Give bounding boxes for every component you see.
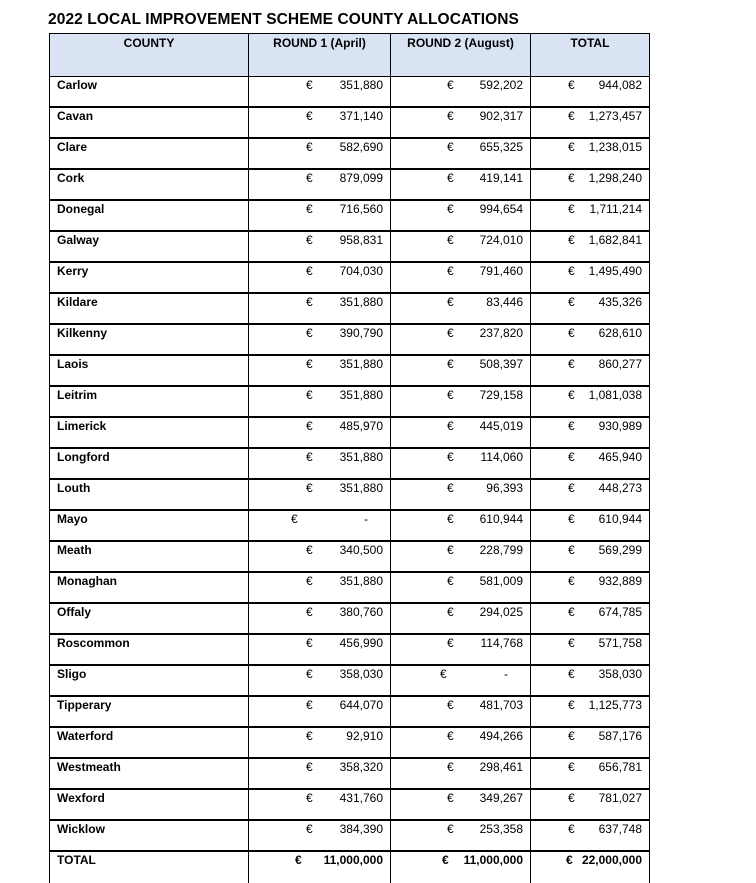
amount-value: 1,273,457 bbox=[588, 109, 642, 123]
cell-round2 bbox=[391, 231, 531, 262]
euro-sign: € bbox=[568, 419, 575, 433]
euro-sign: € bbox=[447, 574, 454, 588]
cell-round2 bbox=[391, 107, 531, 138]
cell-round2 bbox=[391, 820, 531, 851]
amount-value: 431,760 bbox=[339, 791, 383, 805]
cell-county: Clare bbox=[50, 138, 249, 169]
amount-value: 465,940 bbox=[598, 450, 642, 464]
euro-sign: € bbox=[447, 791, 454, 805]
cell-round1 bbox=[249, 820, 391, 851]
euro-sign: € bbox=[447, 295, 454, 309]
cell-county: Offaly bbox=[50, 603, 249, 634]
table-row bbox=[50, 138, 650, 169]
amount-value: 456,990 bbox=[339, 636, 383, 650]
cell-round2 bbox=[391, 634, 531, 665]
amount-value: 571,758 bbox=[598, 636, 642, 650]
table-row bbox=[50, 603, 650, 634]
euro-sign: € bbox=[306, 109, 313, 123]
amount-value: 592,202 bbox=[479, 78, 523, 92]
cell-county: Cork bbox=[50, 169, 249, 200]
euro-sign: € bbox=[306, 698, 313, 712]
cell-total bbox=[531, 572, 650, 603]
amount-value: 481,703 bbox=[479, 698, 523, 712]
cell-county: Carlow bbox=[50, 77, 249, 108]
cell-round2 bbox=[391, 479, 531, 510]
euro-sign: € bbox=[447, 512, 454, 526]
cell-total bbox=[531, 107, 650, 138]
amount-value: 419,141 bbox=[479, 171, 523, 185]
euro-sign: € bbox=[440, 667, 447, 681]
cell-round2 bbox=[391, 293, 531, 324]
cell-county: Kildare bbox=[50, 293, 249, 324]
amount-value: 781,027 bbox=[598, 791, 642, 805]
table-row bbox=[50, 696, 650, 727]
euro-sign: € bbox=[568, 481, 575, 495]
cell-total bbox=[531, 727, 650, 758]
amount-value: 581,009 bbox=[479, 574, 523, 588]
amount-value: 508,397 bbox=[479, 357, 523, 371]
euro-sign: € bbox=[306, 605, 313, 619]
cell-round2 bbox=[391, 758, 531, 789]
amount-value: 298,461 bbox=[479, 760, 523, 774]
cell-total bbox=[531, 541, 650, 572]
cell-total bbox=[531, 355, 650, 386]
table-row bbox=[50, 665, 650, 696]
euro-sign: € bbox=[566, 853, 573, 867]
table-row bbox=[50, 417, 650, 448]
amount-value: 351,880 bbox=[339, 481, 383, 495]
amount-value: 944,082 bbox=[598, 78, 642, 92]
table-right-border bbox=[649, 33, 650, 868]
euro-sign: € bbox=[447, 388, 454, 402]
cell-round1 bbox=[249, 572, 391, 603]
euro-sign: € bbox=[568, 729, 575, 743]
amount-value: 351,880 bbox=[339, 357, 383, 371]
euro-sign: € bbox=[306, 140, 313, 154]
amount-value: 994,654 bbox=[479, 202, 523, 216]
euro-sign: € bbox=[568, 636, 575, 650]
amount-value: 610,944 bbox=[598, 512, 642, 526]
euro-sign: € bbox=[447, 729, 454, 743]
table-row bbox=[50, 479, 650, 510]
amount-value: 674,785 bbox=[598, 605, 642, 619]
cell-round2 bbox=[391, 355, 531, 386]
euro-sign: € bbox=[447, 543, 454, 557]
cell-county: Kerry bbox=[50, 262, 249, 293]
cell-county: Monaghan bbox=[50, 572, 249, 603]
table-row bbox=[50, 169, 650, 200]
table-row bbox=[50, 77, 650, 108]
cell-round1 bbox=[249, 696, 391, 727]
amount-value: 656,781 bbox=[598, 760, 642, 774]
cell-county: Waterford bbox=[50, 727, 249, 758]
euro-sign: € bbox=[447, 78, 454, 92]
column-header-total: TOTAL bbox=[531, 34, 650, 77]
cell-round2 bbox=[391, 386, 531, 417]
cell-round2 bbox=[391, 448, 531, 479]
cell-county: Limerick bbox=[50, 417, 249, 448]
cell-total bbox=[531, 758, 650, 789]
cell-county: Cavan bbox=[50, 107, 249, 138]
cell-county: Westmeath bbox=[50, 758, 249, 789]
cell-total bbox=[531, 634, 650, 665]
amount-value: 435,326 bbox=[598, 295, 642, 309]
cell-total bbox=[531, 77, 650, 108]
euro-sign: € bbox=[447, 140, 454, 154]
amount-value: 729,158 bbox=[479, 388, 523, 402]
euro-sign: € bbox=[295, 853, 302, 867]
cell-round2 bbox=[391, 572, 531, 603]
amount-value: 704,030 bbox=[339, 264, 383, 278]
cell-total bbox=[531, 262, 650, 293]
euro-sign: € bbox=[447, 760, 454, 774]
euro-sign: € bbox=[306, 822, 313, 836]
cell-total bbox=[531, 386, 650, 417]
cell-total bbox=[531, 138, 650, 169]
amount-value: 1,238,015 bbox=[588, 140, 642, 154]
cell-total bbox=[531, 231, 650, 262]
table-row bbox=[50, 541, 650, 572]
cell-total bbox=[531, 169, 650, 200]
amount-value: 11,000,000 bbox=[323, 853, 383, 867]
amount-value: 114,768 bbox=[480, 636, 523, 650]
amount-value: 628,610 bbox=[598, 326, 642, 340]
cell-round2 bbox=[391, 324, 531, 355]
amount-value: 930,989 bbox=[598, 419, 642, 433]
cell-round1 bbox=[249, 324, 391, 355]
cell-round1 bbox=[249, 603, 391, 634]
euro-sign: € bbox=[306, 264, 313, 278]
amount-value: 237,820 bbox=[479, 326, 523, 340]
cell-round2 bbox=[391, 417, 531, 448]
euro-sign: € bbox=[306, 760, 313, 774]
cell-total bbox=[531, 665, 650, 696]
euro-sign: € bbox=[447, 605, 454, 619]
euro-sign: € bbox=[568, 109, 575, 123]
amount-value: 351,880 bbox=[339, 574, 383, 588]
cell-total bbox=[531, 324, 650, 355]
euro-sign: € bbox=[568, 667, 575, 681]
euro-sign: € bbox=[568, 388, 575, 402]
cell-round1 bbox=[249, 789, 391, 820]
euro-sign: € bbox=[442, 853, 449, 867]
amount-value: 351,880 bbox=[339, 388, 383, 402]
cell-round2 bbox=[391, 727, 531, 758]
euro-sign: € bbox=[568, 202, 575, 216]
amount-value: 1,711,214 bbox=[589, 202, 642, 216]
euro-sign: € bbox=[447, 171, 454, 185]
table-row bbox=[50, 758, 650, 789]
column-header-county: COUNTY bbox=[50, 34, 249, 77]
cell-round2 bbox=[391, 138, 531, 169]
euro-sign: € bbox=[447, 636, 454, 650]
cell-round1 bbox=[249, 293, 391, 324]
table-header-row bbox=[50, 34, 650, 77]
amount-value: 724,010 bbox=[479, 233, 523, 247]
amount-value: 902,317 bbox=[479, 109, 523, 123]
amount-value: 655,325 bbox=[479, 140, 523, 154]
euro-sign: € bbox=[568, 78, 575, 92]
cell-round2 bbox=[391, 851, 531, 883]
cell-county: Meath bbox=[50, 541, 249, 572]
euro-sign: € bbox=[306, 791, 313, 805]
cell-round1 bbox=[249, 727, 391, 758]
amount-value: 610,944 bbox=[479, 512, 523, 526]
amount-value: 494,266 bbox=[479, 729, 523, 743]
amount-value: 637,748 bbox=[598, 822, 642, 836]
cell-round1 bbox=[249, 138, 391, 169]
amount-value: 294,025 bbox=[479, 605, 523, 619]
cell-round2 bbox=[391, 665, 531, 696]
euro-sign: € bbox=[568, 760, 575, 774]
euro-sign: € bbox=[447, 326, 454, 340]
euro-sign: € bbox=[306, 326, 313, 340]
euro-sign: € bbox=[306, 78, 313, 92]
amount-value: 228,799 bbox=[479, 543, 523, 557]
cell-round1 bbox=[249, 510, 391, 541]
amount-value: 351,880 bbox=[339, 78, 383, 92]
cell-county: Roscommon bbox=[50, 634, 249, 665]
cell-round1 bbox=[249, 107, 391, 138]
table-row bbox=[50, 262, 650, 293]
euro-sign: € bbox=[447, 419, 454, 433]
cell-county: Kilkenny bbox=[50, 324, 249, 355]
cell-total bbox=[531, 696, 650, 727]
amount-value: 569,299 bbox=[598, 543, 642, 557]
amount-value: 384,390 bbox=[339, 822, 383, 836]
allocations-table bbox=[49, 33, 650, 883]
euro-sign: € bbox=[291, 512, 298, 526]
table-row bbox=[50, 572, 650, 603]
euro-sign: € bbox=[568, 171, 575, 185]
cell-county: Donegal bbox=[50, 200, 249, 231]
cell-round2 bbox=[391, 510, 531, 541]
table-row bbox=[50, 293, 650, 324]
euro-sign: € bbox=[306, 388, 313, 402]
euro-sign: € bbox=[447, 481, 454, 495]
cell-total-label: TOTAL bbox=[50, 851, 249, 883]
table-row bbox=[50, 789, 650, 820]
amount-value: 958,831 bbox=[339, 233, 383, 247]
cell-round2 bbox=[391, 789, 531, 820]
euro-sign: € bbox=[447, 233, 454, 247]
cell-round1 bbox=[249, 634, 391, 665]
euro-sign: € bbox=[306, 729, 313, 743]
cell-county: Laois bbox=[50, 355, 249, 386]
amount-value: 96,393 bbox=[486, 481, 523, 495]
cell-round1 bbox=[249, 541, 391, 572]
euro-sign: € bbox=[568, 512, 575, 526]
euro-sign: € bbox=[306, 450, 313, 464]
amount-value: 114,060 bbox=[480, 450, 523, 464]
amount-value: - bbox=[504, 667, 508, 681]
cell-round1 bbox=[249, 355, 391, 386]
cell-round1 bbox=[249, 448, 391, 479]
amount-value: 349,267 bbox=[479, 791, 523, 805]
amount-value: 1,081,038 bbox=[588, 388, 642, 402]
euro-sign: € bbox=[447, 202, 454, 216]
cell-round1 bbox=[249, 758, 391, 789]
euro-sign: € bbox=[306, 636, 313, 650]
cell-total bbox=[531, 851, 650, 883]
amount-value: 340,500 bbox=[339, 543, 383, 557]
cell-round1 bbox=[249, 386, 391, 417]
cell-round2 bbox=[391, 262, 531, 293]
euro-sign: € bbox=[447, 109, 454, 123]
amount-value: 253,358 bbox=[479, 822, 523, 836]
cell-round1 bbox=[249, 665, 391, 696]
euro-sign: € bbox=[568, 357, 575, 371]
cell-total bbox=[531, 510, 650, 541]
table-row bbox=[50, 231, 650, 262]
euro-sign: € bbox=[306, 574, 313, 588]
amount-value: 1,682,841 bbox=[588, 233, 642, 247]
euro-sign: € bbox=[306, 295, 313, 309]
amount-value: 11,000,000 bbox=[463, 853, 523, 867]
cell-round1 bbox=[249, 169, 391, 200]
euro-sign: € bbox=[568, 264, 575, 278]
euro-sign: € bbox=[568, 822, 575, 836]
euro-sign: € bbox=[568, 326, 575, 340]
euro-sign: € bbox=[306, 543, 313, 557]
amount-value: 587,176 bbox=[598, 729, 642, 743]
amount-value: 358,030 bbox=[598, 667, 642, 681]
cell-round2 bbox=[391, 541, 531, 572]
amount-value: 582,690 bbox=[339, 140, 383, 154]
euro-sign: € bbox=[306, 481, 313, 495]
cell-round1 bbox=[249, 231, 391, 262]
amount-value: 83,446 bbox=[486, 295, 523, 309]
amount-value: 448,273 bbox=[598, 481, 642, 495]
amount-value: 445,019 bbox=[479, 419, 523, 433]
amount-value: 879,099 bbox=[339, 171, 383, 185]
euro-sign: € bbox=[568, 574, 575, 588]
cell-round2 bbox=[391, 696, 531, 727]
cell-total bbox=[531, 448, 650, 479]
amount-value: 92,910 bbox=[346, 729, 383, 743]
amount-value: 351,880 bbox=[339, 450, 383, 464]
cell-round1 bbox=[249, 262, 391, 293]
column-header-round2: ROUND 2 (August) bbox=[391, 34, 531, 77]
table-row bbox=[50, 386, 650, 417]
euro-sign: € bbox=[306, 171, 313, 185]
table-row bbox=[50, 355, 650, 386]
euro-sign: € bbox=[447, 822, 454, 836]
amount-value: 390,790 bbox=[339, 326, 383, 340]
cell-round1 bbox=[249, 200, 391, 231]
euro-sign: € bbox=[568, 140, 575, 154]
amount-value: 485,970 bbox=[339, 419, 383, 433]
amount-value: 1,125,773 bbox=[588, 698, 642, 712]
cell-county: Tipperary bbox=[50, 696, 249, 727]
table-row bbox=[50, 727, 650, 758]
cell-county: Wexford bbox=[50, 789, 249, 820]
cell-county: Longford bbox=[50, 448, 249, 479]
amount-value: 1,495,490 bbox=[588, 264, 642, 278]
cell-total bbox=[531, 789, 650, 820]
euro-sign: € bbox=[447, 450, 454, 464]
cell-total bbox=[531, 820, 650, 851]
cell-round1 bbox=[249, 417, 391, 448]
amount-value: 1,298,240 bbox=[588, 171, 642, 185]
table-row bbox=[50, 820, 650, 851]
euro-sign: € bbox=[306, 667, 313, 681]
euro-sign: € bbox=[447, 357, 454, 371]
cell-round2 bbox=[391, 200, 531, 231]
amount-value: 358,030 bbox=[339, 667, 383, 681]
table-row bbox=[50, 107, 650, 138]
euro-sign: € bbox=[568, 791, 575, 805]
table-row bbox=[50, 634, 650, 665]
amount-value: 380,760 bbox=[339, 605, 383, 619]
column-header-round1: ROUND 1 (April) bbox=[249, 34, 391, 77]
page-title: 2022 LOCAL IMPROVEMENT SCHEME COUNTY ALLOCATIONS bbox=[48, 11, 519, 28]
amount-value: 932,889 bbox=[598, 574, 642, 588]
table-row bbox=[50, 448, 650, 479]
euro-sign: € bbox=[306, 357, 313, 371]
cell-county: Mayo bbox=[50, 510, 249, 541]
amount-value: 644,070 bbox=[339, 698, 383, 712]
cell-county: Leitrim bbox=[50, 386, 249, 417]
amount-value: 716,560 bbox=[339, 202, 383, 216]
cell-round1 bbox=[249, 77, 391, 108]
cell-county: Wicklow bbox=[50, 820, 249, 851]
amount-value: 860,277 bbox=[598, 357, 642, 371]
euro-sign: € bbox=[568, 450, 575, 464]
table-row bbox=[50, 510, 650, 541]
cell-total bbox=[531, 417, 650, 448]
cell-round2 bbox=[391, 169, 531, 200]
cell-round1 bbox=[249, 851, 391, 883]
cell-round2 bbox=[391, 77, 531, 108]
euro-sign: € bbox=[306, 202, 313, 216]
cell-round2 bbox=[391, 603, 531, 634]
euro-sign: € bbox=[568, 698, 575, 712]
euro-sign: € bbox=[568, 543, 575, 557]
cell-county: Louth bbox=[50, 479, 249, 510]
amount-value: 22,000,000 bbox=[581, 853, 642, 867]
euro-sign: € bbox=[306, 419, 313, 433]
amount-value: 371,140 bbox=[339, 109, 383, 123]
amount-value: 351,880 bbox=[339, 295, 383, 309]
cell-total bbox=[531, 200, 650, 231]
cell-county: Galway bbox=[50, 231, 249, 262]
table-row bbox=[50, 324, 650, 355]
amount-value: 358,320 bbox=[339, 760, 383, 774]
cell-county: Sligo bbox=[50, 665, 249, 696]
cell-round1 bbox=[249, 479, 391, 510]
euro-sign: € bbox=[447, 698, 454, 712]
euro-sign: € bbox=[447, 264, 454, 278]
amount-value: - bbox=[364, 512, 368, 526]
euro-sign: € bbox=[306, 233, 313, 247]
amount-value: 791,460 bbox=[479, 264, 523, 278]
cell-total bbox=[531, 479, 650, 510]
table-row bbox=[50, 200, 650, 231]
euro-sign: € bbox=[568, 233, 575, 247]
cell-total bbox=[531, 293, 650, 324]
cell-total bbox=[531, 603, 650, 634]
euro-sign: € bbox=[568, 295, 575, 309]
total-row bbox=[50, 851, 650, 883]
euro-sign: € bbox=[568, 605, 575, 619]
